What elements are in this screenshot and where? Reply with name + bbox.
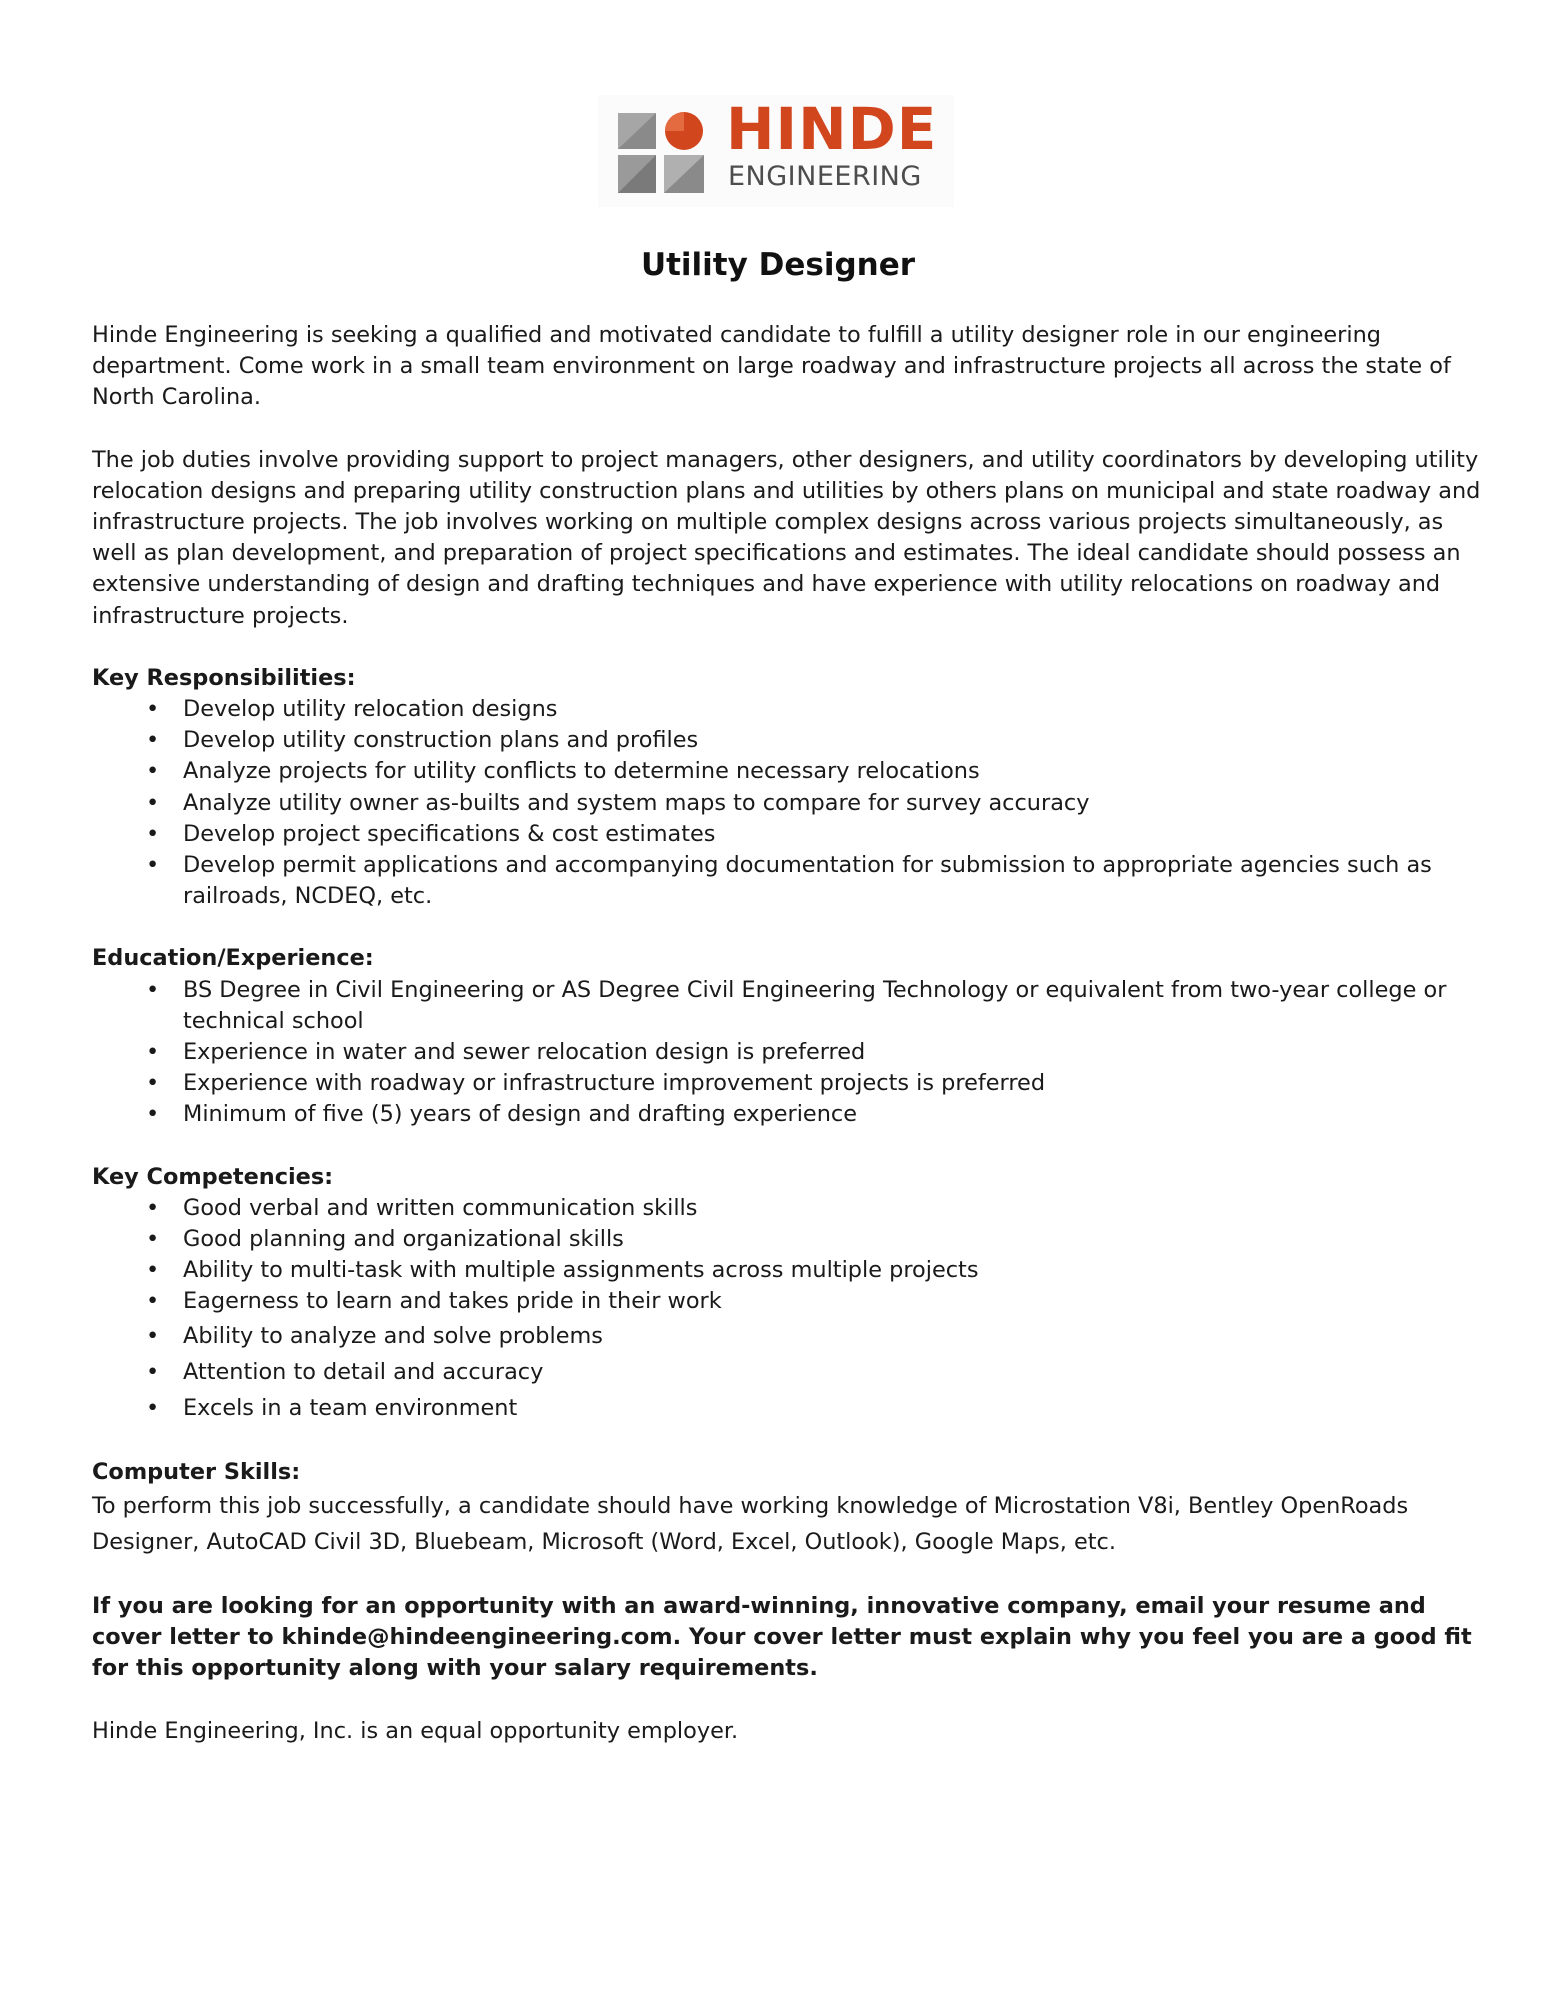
bullet-icon: • — [146, 1101, 160, 1128]
bullet-icon: • — [146, 1194, 160, 1221]
list-item: • Develop utility relocation designs — [92, 694, 1482, 725]
bullet-icon: • — [146, 1226, 160, 1253]
duties-paragraph: The job duties involve providing support to project managers, other designers, and utility coordinators by developing utility relocation designs and preparing utility construction plans and utilities by others plans on municipal and state roadway and infrastructure projects. The job involves working on multiple complex designs across various projects simultaneously, as well as plan development, and preparation of project specifications and estimates. The ideal candidate should possess an extensive understanding of design and drafting techniques and have experience with utility relocations on roadway and infrastructure projects. — [92, 446, 1481, 629]
computer-skills-text: To perform this job successfully, a candidate should have working knowledge of Microstation V8i, Bentley OpenRoads Designer, AutoCAD Civil 3D, Bluebeam, Microsoft (Word, Excel, Outlook), Google Maps, etc. — [92, 1492, 1409, 1555]
list-item: • Good verbal and written communication skills — [92, 1193, 1482, 1224]
competencies-list — [92, 1193, 1482, 1426]
bullet-icon: • — [146, 789, 160, 816]
bullet-icon: • — [146, 1394, 160, 1421]
list-item: • Good planning and organizational skills — [92, 1224, 1482, 1255]
education-list — [92, 975, 1482, 1131]
call-to-action: If you are looking for an opportunity with an award-winning, innovative company, email your resume and cover letter to khinde@hindeengineering.com. Your cover letter must explain why you feel you are a good fit for this opportunity along with your salary requirements. — [92, 1592, 1472, 1682]
page-title: Utility Designer — [640, 247, 916, 283]
bullet-icon: • — [146, 727, 160, 754]
list-item: • Analyze utility owner as-builts and system maps to compare for survey accuracy — [92, 788, 1482, 819]
logo-wordmark: HINDE — [726, 95, 938, 163]
bullet-icon: • — [146, 852, 160, 879]
list-item: • Minimum of five (5) years of design and drafting experience — [92, 1099, 1482, 1130]
responsibilities-heading: Key Responsibilities: — [92, 664, 356, 691]
list-item: • Eagerness to learn and takes pride in their work — [92, 1286, 1482, 1317]
bullet-icon: • — [146, 820, 160, 847]
list-item: • Attention to detail and accuracy — [92, 1354, 1482, 1390]
bullet-icon: • — [146, 758, 160, 785]
responsibilities-list — [92, 694, 1482, 912]
list-item: • Develop permit applications and accompanying documentation for submission to appropriate agencies such as railroads, NCDEQ, etc. — [146, 852, 1432, 910]
list-item: • Ability to multi-task with multiple assignments across multiple projects — [92, 1255, 1482, 1286]
list-item: • Experience with roadway or infrastructure improvement projects is preferred — [92, 1068, 1482, 1099]
competencies-heading: Key Competencies: — [92, 1163, 334, 1190]
bullet-icon: • — [146, 1039, 160, 1066]
computer-skills-heading: Computer Skills: — [92, 1458, 301, 1485]
education-heading: Education/Experience: — [92, 945, 374, 972]
document-body — [92, 320, 1482, 1778]
bullet-icon: • — [146, 1322, 160, 1349]
list-item: • BS Degree in Civil Engineering or AS Degree Civil Engineering Technology or equivalent from two-year college or technical school — [146, 976, 1447, 1034]
bullet-icon: • — [146, 1257, 160, 1284]
list-item: • Ability to analyze and solve problems — [92, 1318, 1482, 1354]
bullet-icon: • — [146, 696, 160, 723]
logo-subtitle: ENGINEERING — [728, 161, 922, 192]
eeo-statement: Hinde Engineering, Inc. is an equal opportunity employer. — [92, 1717, 739, 1744]
list-item: • Develop project specifications & cost estimates — [92, 819, 1482, 850]
list-item: • Develop utility construction plans and profiles — [92, 725, 1482, 756]
list-item: • Experience in water and sewer relocation design is preferred — [92, 1037, 1482, 1068]
list-item: • Excels in a team environment — [92, 1390, 1482, 1426]
company-logo — [598, 95, 954, 207]
logo-mark-icon — [618, 111, 710, 195]
bullet-icon: • — [146, 976, 160, 1003]
bullet-icon: • — [146, 1358, 160, 1385]
list-item: • Analyze projects for utility conflicts to determine necessary relocations — [92, 756, 1482, 787]
bullet-icon: • — [146, 1288, 160, 1315]
bullet-icon: • — [146, 1070, 160, 1097]
intro-paragraph: Hinde Engineering is seeking a qualified and motivated candidate to fulfill a utility designer role in our engineering department. Come work in a small team environment on large roadway and infrastructure projects all across the state of North Carolina. — [92, 322, 1451, 411]
